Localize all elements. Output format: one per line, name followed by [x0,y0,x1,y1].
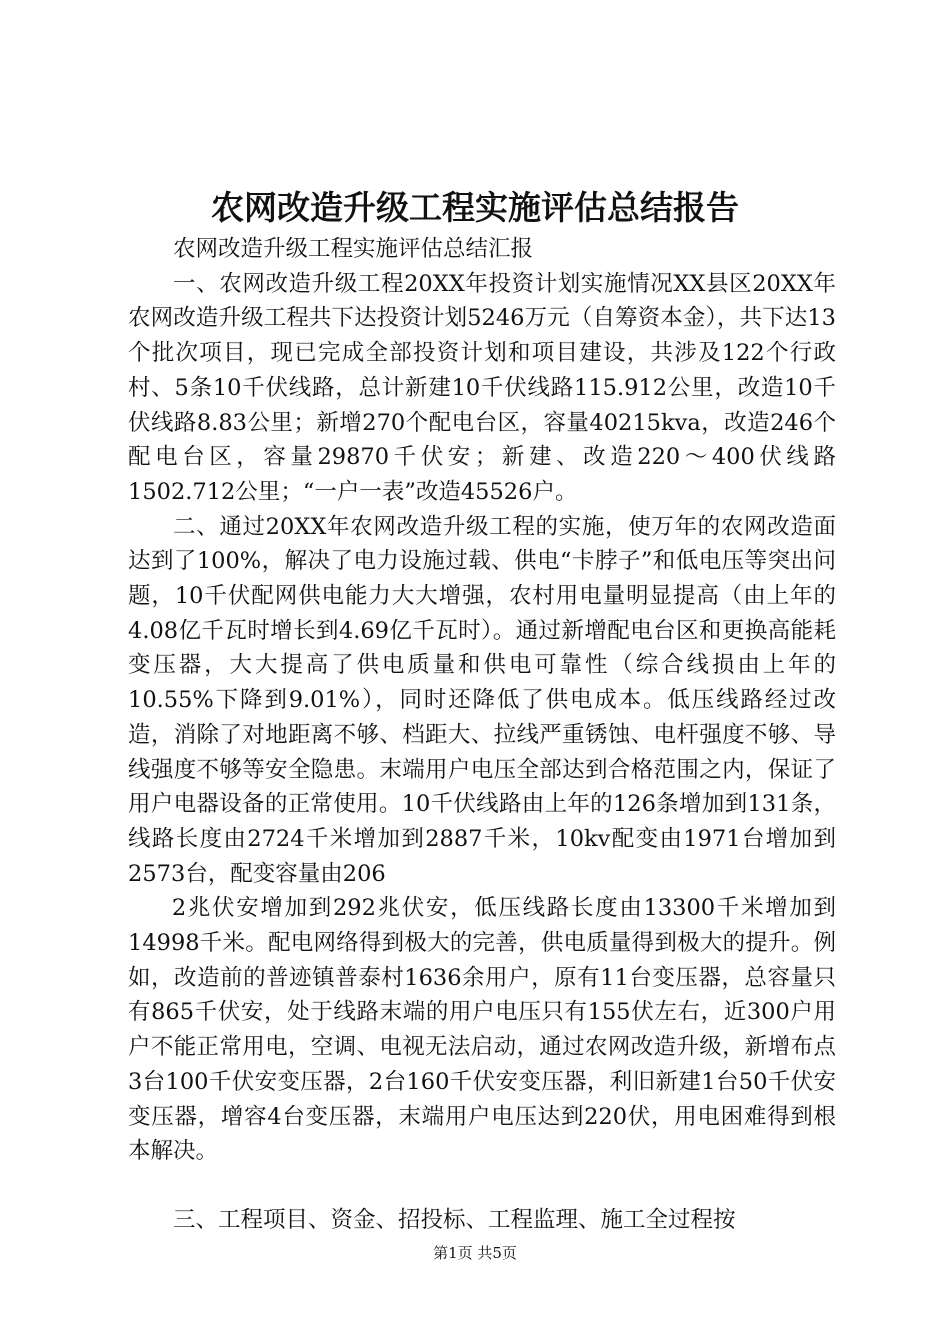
body-paragraph-section-3: 三、工程项目、资金、招投标、工程监理、施工全过程按 [173,1206,736,1233]
body-paragraph-subtitle: 农网改造升级工程实施评估总结汇报 [173,236,534,262]
page-footer: 第1页 共5页 [433,1244,517,1262]
body-paragraph-section-1: 一、农网改造升级工程20XX年投资计划实施情况XX县区20XX年农网改造升级工程共下达投资计划5246万元（自筹资本金），共下达13个批次项目，现已完成全部投资计划和项目建设，共涉及122个行政村、5条10千伏线路，总计新建10千伏线路115.912公里，改造10千伏线路8.83公里；新增270个配电台区，容量40215kva，改造246个配电台区，容量29870千伏安；新建、改造220～400伏线路1502.712公里；“一户一表”改造45526户。 [128,270,836,505]
body-paragraph-section-2-continued: 2兆伏安增加到292兆伏安，低压线路长度由13300千米增加到14998千米。配电网络得到极大的完善，供电质量得到极大的提升。例如，改造前的普迹镇普泰村1636余用户，原有11台变压器，总容量只有865千伏安，处于线路末端的用户电压只有155伏左右，近300户用户不能正常用电，空调、电视无法启动，通过农网改造升级，新增布点3台100千伏安变压器，2台160千伏安变压器，利旧新建1台50千伏安变压器，增容4台变压器，末端用户电压达到220伏，用电困难得到根本解决。 [128,895,836,1165]
body-paragraph-section-2: 二、通过20XX年农网改造升级工程的实施，使万年的农网改造面达到了100%，解决了电力设施过载、供电“卡脖子”和低电压等突出问题，10千伏配网供电能力大大增强，农村用电量明显提高（由上年的4.08亿千瓦时增长到4.69亿千瓦时）。通过新增配电台区和更换高能耗变压器，大大提高了供电质量和供电可靠性（综合线损由上年的10.55%下降到9.01%），同时还降低了供电成本。低压线路经过改造，消除了对地距离不够、档距大、拉线严重锈蚀、电杆强度不够、导线强度不够等安全隐患。末端用户电压全部达到合格范围之内，保证了用户电器设备的正常使用。10千伏线路由上年的126条增加到131条，线路长度由2724千米增加到2887千米，10kv配变由1971台增加到2573台，配变容量由206 [128,513,836,887]
document-body [128,232,836,1238]
document-title: 农网改造升级工程实施评估总结报告 [211,188,739,227]
